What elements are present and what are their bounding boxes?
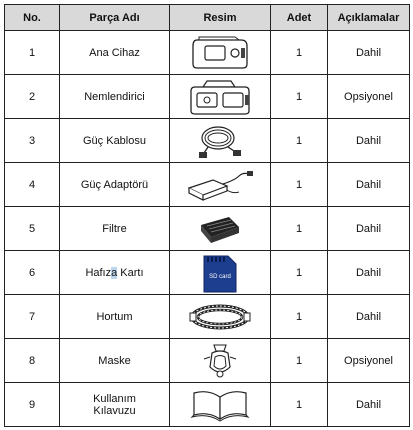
quantity: 1 — [271, 119, 328, 163]
note: Dahil — [328, 119, 410, 163]
quantity: 1 — [271, 295, 328, 339]
filter-icon — [195, 213, 245, 245]
note: Dahil — [328, 163, 410, 207]
part-name: Nemlendirici — [60, 75, 170, 119]
row-number: 1 — [5, 31, 60, 75]
table-row — [5, 31, 410, 75]
note: Dahil — [328, 251, 410, 295]
header-quantity: Adet — [271, 5, 328, 31]
part-name-line2: Kılavuzu — [93, 404, 136, 417]
part-name — [60, 251, 170, 295]
note: Dahil — [328, 295, 410, 339]
quantity: 1 — [271, 163, 328, 207]
part-image — [170, 207, 271, 251]
sd-card-label: SD card — [209, 273, 231, 280]
part-image — [170, 295, 271, 339]
row-number: 8 — [5, 339, 60, 383]
table-row — [5, 295, 410, 339]
part-name-line1: Kullanım — [93, 392, 136, 405]
text-selection-highlight: a — [111, 266, 118, 279]
part-image — [170, 75, 271, 119]
note: Opsiyonel — [328, 75, 410, 119]
header-part-name: Parça Adı — [60, 5, 170, 31]
row-number: 5 — [5, 207, 60, 251]
power-adapter-icon — [183, 166, 257, 204]
note: Dahil — [328, 383, 410, 427]
table-row — [5, 119, 410, 163]
part-name-part1: Hafız — [85, 266, 112, 279]
table-row — [5, 207, 410, 251]
header-no: No. — [5, 5, 60, 31]
row-number: 2 — [5, 75, 60, 119]
table-row — [5, 163, 410, 207]
quantity: 1 — [271, 251, 328, 295]
row-number: 7 — [5, 295, 60, 339]
row-number: 3 — [5, 119, 60, 163]
row-number: 4 — [5, 163, 60, 207]
note: Dahil — [328, 207, 410, 251]
quantity: 1 — [271, 207, 328, 251]
table-row — [5, 251, 410, 295]
row-number: 9 — [5, 383, 60, 427]
note: Dahil — [328, 31, 410, 75]
part-image — [170, 31, 271, 75]
table-row — [5, 75, 410, 119]
tube-icon — [184, 299, 256, 335]
device-icon — [185, 34, 255, 72]
header-notes: Açıklamalar — [328, 5, 410, 31]
header-image: Resim — [170, 5, 271, 31]
part-name — [60, 383, 170, 427]
quantity: 1 — [271, 75, 328, 119]
part-image — [170, 163, 271, 207]
table-row — [5, 339, 410, 383]
mask-icon — [200, 341, 240, 381]
parts-table — [4, 4, 410, 427]
row-number: 6 — [5, 251, 60, 295]
part-image — [170, 339, 271, 383]
part-image — [170, 251, 271, 295]
humidifier-icon — [185, 77, 255, 117]
power-cable-icon — [190, 121, 250, 161]
quantity: 1 — [271, 339, 328, 383]
header-row — [5, 5, 410, 31]
part-name-part2: Kartı — [117, 266, 144, 279]
part-name: Hortum — [60, 295, 170, 339]
sd-card-icon — [200, 252, 240, 294]
manual-icon — [188, 387, 252, 423]
part-name: Ana Cihaz — [60, 31, 170, 75]
table-row — [5, 383, 410, 427]
quantity: 1 — [271, 31, 328, 75]
quantity: 1 — [271, 383, 328, 427]
part-image — [170, 119, 271, 163]
part-name: Güç Adaptörü — [60, 163, 170, 207]
note: Opsiyonel — [328, 339, 410, 383]
part-name: Güç Kablosu — [60, 119, 170, 163]
part-image — [170, 383, 271, 427]
part-name: Maske — [60, 339, 170, 383]
part-name: Filtre — [60, 207, 170, 251]
